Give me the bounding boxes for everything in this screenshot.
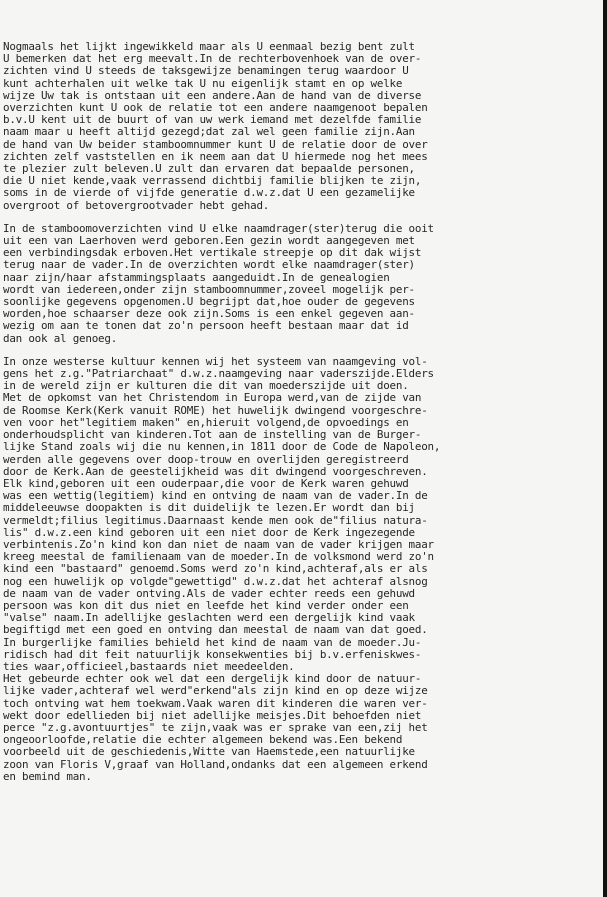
paragraph-3: [3, 356, 598, 783]
text-line: soms in de vierde of vijfde generatie d.w.z.dat U een gezamelijke: [3, 186, 415, 200]
text-line: persoon was kon dit dus niet en leefde het kind verder onder een: [3, 598, 409, 612]
text-line: lijke Stand zoals wij die nu kennen,in 1811 door de Code de Napoleon,: [3, 440, 441, 454]
text-line: In de stamboomoverzichten vind U elke naamdrager(ster)terug die ooit: [3, 221, 434, 235]
text-line: ongeoorloofde,relatie die echter algemeen bekend was.Een bekend: [3, 733, 403, 747]
text-line: ties waar,officieel,bastaards niet meedeelden.: [3, 659, 295, 673]
text-line: in de wereld zijn er kulturen die dit van moederszijde uit doen.: [3, 379, 409, 393]
text-line: zichten vind U steeds de taksgewijze benamingen terug waardoor U: [3, 64, 409, 78]
text-line: Het gebeurde echter ook wel dat een dergelijk kind door de natuur-: [3, 672, 422, 686]
text-line: naar zijn/haar afstammingsplaats aangeduidt.In de genealogien: [3, 270, 390, 284]
page-edge-border: [603, 0, 607, 897]
text-line: wijze Uw tak is ontstaan uit een andere.Aan de hand van de diverse: [3, 88, 422, 102]
text-line: vermeldt;filius legitimus.Daarnaast kende men ook de"filius natura-: [3, 513, 428, 527]
text-line: verbintenis.Zo'n kind kon dan niet de naam van de vader krijgen maar: [3, 537, 434, 551]
text-line: ridisch had dit feit natuurlijk konsekwenties bij b.v.erfeniskwes-: [3, 647, 422, 661]
text-line: de hand van Uw beider stamboomnummer kunt U de relatie door de over: [3, 137, 428, 151]
text-line: kunt achterhalen uit welke tak U nu eigenlijk stamt en op welke: [3, 76, 403, 90]
text-line: was een wettig(legitiem) kind en ontving de naam van de vader.In de: [3, 489, 428, 503]
text-line: "valse" naam.In adellijke geslachten werd een dergelijk kind vaak: [3, 611, 415, 625]
text-line: lis" d.w.z.een kind geboren uit een niet door de Kerk ingezegende: [3, 525, 415, 539]
document-body: [3, 41, 598, 783]
text-line: door de Kerk.Aan de geestelijkheid was dit dwingend voorgeschreven.: [3, 464, 428, 478]
text-line: de Roomse Kerk(Kerk vanuit ROME) het huwelijk dwingend voorgeschre-: [3, 403, 428, 417]
text-line: lijke vader,achteraf wel werd"erkend"als zijn kind en op deze wijze: [3, 684, 428, 698]
text-line: Nogmaals het lijkt ingewikkeld maar als U eenmaal bezig bent zult: [3, 40, 415, 53]
text-line: onderhoudsplicht van kinderen.Tot aan de instelling van de Burger-: [3, 428, 422, 442]
text-line: wezig om aan te tonen dat zo'n persoon heeft bestaan maar dat id: [3, 319, 409, 333]
text-line: dan ook al genoeg.: [3, 331, 118, 345]
text-line: en bemind man.: [3, 769, 92, 783]
text-line: U bemerken dat het erg meevalt.In de rechterbovenhoek van de over-: [3, 52, 422, 66]
text-line: overgroot of betovergrootvader hebt gehad.: [3, 198, 270, 212]
text-line: begiftigd met een goed en ontving dan meestal de naam van dat goed.: [3, 623, 428, 637]
text-line: In onze westerse kultuur kennen wij het systeem van naamgeving vol-: [3, 354, 428, 368]
text-line: gens het z.g."Patriarchaat" d.w.z.naamgeving naar vaderszijde.Elders: [3, 367, 434, 381]
text-line: middeleeuwse doopakten is dit duidelijk te lezen.Er wordt dan bij: [3, 501, 415, 515]
text-line: wekt door edellieden bij niet adellijke meisjes.Dit behoefden niet: [3, 708, 422, 722]
text-line: In burgerlijke families behield het kind de naam van de moeder.Ju-: [3, 635, 422, 649]
text-line: Met de opkomst van het Christendom in Europa werd,van de zijde van: [3, 391, 422, 405]
text-line: zichten zelf vaststellen en ik neem aan dat U hiermede nog het mees: [3, 149, 428, 163]
text-line: werden alle gegevens over doop-trouw en overlijden geregistreerd: [3, 452, 409, 466]
text-line: overzichten kunt U ook de relatie tot een andere naamgenoot bepalen: [3, 101, 428, 115]
text-line: kreeg meestal de familienaam van de moeder.In de volksmond werd zo'n: [3, 550, 434, 564]
text-line: ven voor het"legitiem maken" en,hieruit volgend,de opvoedings en: [3, 415, 409, 429]
text-line: uit een van Laerhoven werd geboren.Een gezin wordt aangegeven met: [3, 234, 415, 248]
text-line: worden,hoe schaarser deze ook zijn.Soms is een enkel gegeven aan-: [3, 307, 415, 321]
text-line: soonlijke gegevens opgenomen.U begrijpt dat,hoe ouder de gegevens: [3, 295, 415, 309]
text-line: perce "z.g.avontuurtjes" te zijn,vaak was er sprake van een,zij het: [3, 720, 428, 734]
text-line: kind een "bastaard" genoemd.Soms werd zo'n kind,achteraf,als er als: [3, 562, 428, 576]
text-line: wordt van iedereen,onder zijn stamboomnummer,zoveel mogelijk per-: [3, 282, 415, 296]
text-line: zoon van Floris V,graaf van Holland,ondanks dat een algemeen erkend: [3, 757, 428, 771]
text-line: toch ontving wat hem toekwam.Vaak waren dit kinderen die waren ver-: [3, 696, 428, 710]
text-line: b.v.U kent uit de buurt of van uw werk iemand met dezelfde familie: [3, 113, 422, 127]
text-line: te plezier zult beleven.U zult dan ervaren dat bepaalde personen,: [3, 162, 415, 176]
text-line: terug naar de vader.In de overzichten wordt elke naamdrager(ster): [3, 258, 415, 272]
text-line: naam maar u heeft altijd gezegd;dat zal wel geen familie zijn.Aan: [3, 125, 415, 139]
paragraph-2: [3, 223, 598, 345]
text-line: voorbeeld uit de geschiedenis,Witte van Haemstede,een natuurlijke: [3, 745, 415, 759]
paragraph-1: [3, 41, 598, 212]
text-line: die U niet kende,vaak verrassend dichtbij familie blijken te zijn,: [3, 174, 422, 188]
text-line: Elk kind,geboren uit een ouderpaar,die voor de Kerk waren gehuwd: [3, 476, 409, 490]
text-line: een verbindingsdak erboven.Het vertikale streepje op dit dak wijst: [3, 246, 422, 260]
text-line: nog een huwelijk op volgde"gewettigd" d.w.z.dat het achteraf alsnog: [3, 574, 428, 588]
text-line: de naam van de vader ontving.Als de vader echter reeds een gehuwd: [3, 586, 415, 600]
